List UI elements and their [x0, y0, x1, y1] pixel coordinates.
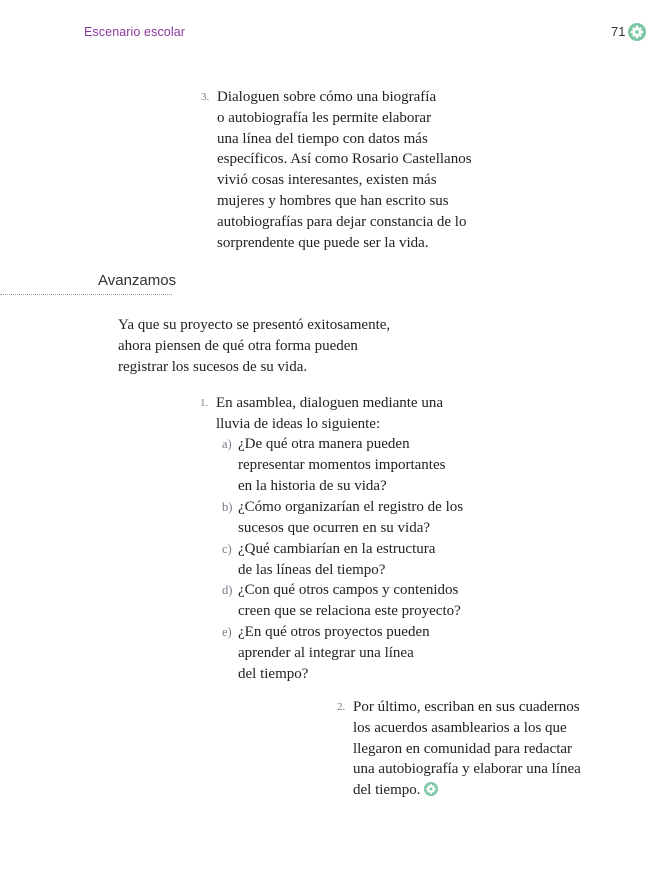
item-number: 1.: [200, 397, 209, 409]
subitem-text: ¿Cómo organizarían el registro de los sucesos que ocurren en su vida?: [238, 499, 464, 536]
subitem-text: ¿Qué cambiarían en la estructura de las líneas del tiempo?: [238, 541, 436, 578]
subitem-text: ¿En qué otros proyectos pueden aprender al integrar una línea del tiempo?: [238, 624, 430, 682]
subitem-text: ¿Con qué otros campos y contenidos creen que se relaciona este proyecto?: [238, 582, 461, 619]
flower-icon: [424, 782, 438, 796]
subitem-letter: e): [222, 625, 232, 639]
item-number: 3.: [201, 91, 210, 103]
page-number: 71: [611, 24, 626, 39]
item-text: En asamblea, dialoguen mediante una lluvia de ideas lo siguiente:: [216, 395, 443, 432]
subitem-letter: c): [222, 542, 232, 556]
flower-icon: [628, 23, 646, 41]
section-label: Escenario escolar: [84, 25, 186, 39]
intro-paragraph: Ya que su proyecto se presentó exitosamente, ahora piensen de qué otra forma pueden registrar los sucesos de su vida.: [118, 317, 391, 375]
subitem-letter: d): [222, 583, 233, 597]
section-heading: Avanzamos: [98, 272, 177, 289]
subitem-text: ¿De qué otra manera pueden representar momentos importantes en la historia de su vida?: [238, 436, 446, 494]
section-divider: [0, 294, 172, 295]
item-text: Dialoguen sobre cómo una biografía o autobiografía les permite elaborar una línea del tiempo con datos más específicos. Así como Rosario Castellanos vivió cosas interesantes, existen más mujeres y hombres que han escrito sus autobiografías para dejar constancia de lo sorprendente que puede ser la vida.: [217, 89, 472, 251]
item-text: Por último, escriban en sus cuadernos los acuerdos asamblearios a los que llegaron en comunidad para redactar una autobiografía y elaborar una línea del tiempo.: [353, 699, 581, 799]
subitem-letter: b): [222, 500, 233, 514]
item-number: 2.: [337, 701, 346, 713]
subitem-letter: a): [222, 437, 232, 451]
